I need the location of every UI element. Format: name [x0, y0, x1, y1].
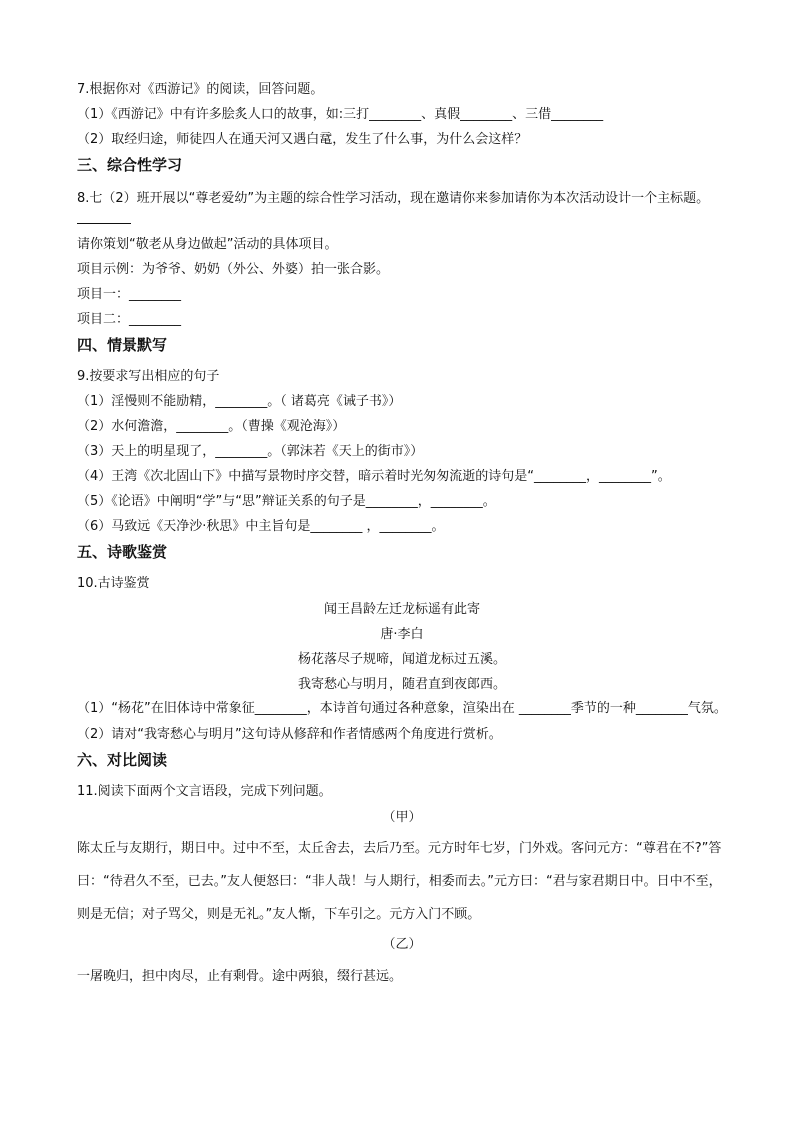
q9-s5: （5）《论语》中阐明“学”与“思”辩证关系的句子是________，________。	[77, 494, 496, 509]
q8-item2: 项目二：________	[77, 312, 182, 327]
q9-s1: （1）淫慢则不能励精，________。（ 诸葛亮《诫子书》）	[77, 394, 402, 409]
poem-title: 闻王昌龄左迁龙标遥有此寄	[323, 602, 480, 617]
q10-sub1: （1）“杨花”在旧体诗中常象征________，本诗首句通过各种意象，渲染出在 ________季节的一种________气氛。	[77, 701, 727, 716]
poem-line-2: 我寄愁心与明月，随君直到夜郎西。	[297, 677, 506, 692]
section-heading-3: 三、综合性学习	[77, 156, 183, 174]
q8-plan: 请你策划“敬老从身边做起”活动的具体项目。	[77, 237, 338, 252]
passage-jia-label: （甲）	[382, 810, 422, 825]
q7-sub2: （2）取经归途，师徒四人在通天河又遇白鼋，发生了什么事，为什么会这样？	[77, 132, 528, 147]
section-heading-4: 四、情景默写	[77, 336, 168, 354]
q8-text: 8.七（2）班开展以“尊老爱幼”为主题的综合性学习活动，现在邀请你来参加请你为本次活动设计一个主标题。	[77, 191, 710, 206]
q8-answer-blank	[77, 213, 727, 231]
q9-title: 9.按要求写出相应的句子	[77, 369, 220, 384]
q10-title: 10.古诗鉴赏	[77, 576, 150, 591]
q8-item1: 项目一：________	[77, 287, 182, 302]
passage-yi-text: 一屠晚归，担中肉尽，止有剩骨。途中两狼，缀行甚远。	[77, 969, 403, 984]
q9-s4: （4）王湾《次北固山下》中描写景物时序交替，暗示着时光匆匆流逝的诗句是“________，________”。	[77, 469, 671, 484]
q10-sub2: （2）请对“我寄愁心与明月”这句诗从修辞和作者情感两个角度进行赏析。	[77, 727, 502, 742]
blank-underline	[77, 213, 131, 224]
q9-s3: （3）天上的明星现了，________。（郭沫若《天上的街市》）	[77, 444, 424, 459]
poem-author: 唐·李白	[380, 627, 424, 642]
q8-example: 项目示例：为爷爷、奶奶（外公、外婆）拍一张合影。	[77, 262, 390, 277]
passage-yi-label: （乙）	[382, 937, 422, 952]
q11-title: 11.阅读下面两个文言语段，完成下列问题。	[77, 784, 332, 799]
q7-title: 7.根据你对《西游记》的阅读，回答问题。	[77, 82, 324, 97]
poem-line-1: 杨花落尽子规啼，闻道龙标过五溪。	[297, 652, 506, 667]
q9-s6: （6）马致远《天净沙·秋思》中主旨句是________ ，________。	[77, 519, 445, 534]
passage-jia-text: 陈太丘与友期行，期日中。过中不至，太丘舍去，去后乃至。元方时年七岁，门外戏。客问元方：“尊君在不?”答曰：“待君久不至，已去。”友人便怒曰：“非人哉！与人期行，相委而去。”元方曰：“君与家君期日中。日中不至，则是无信；对子骂父，则是无礼。”友人惭，下车引之。元方入门不顾。	[77, 841, 722, 922]
section-heading-6: 六、对比阅读	[77, 751, 168, 769]
q9-s2: （2）水何澹澹，________。（曹操《观沧海》）	[77, 419, 346, 434]
section-heading-5: 五、诗歌鉴赏	[77, 543, 168, 561]
q7-sub1: （1）《西游记》中有许多脍炙人口的故事，如:三打________、真假________、三借________	[77, 107, 604, 122]
worksheet-page	[77, 80, 727, 987]
